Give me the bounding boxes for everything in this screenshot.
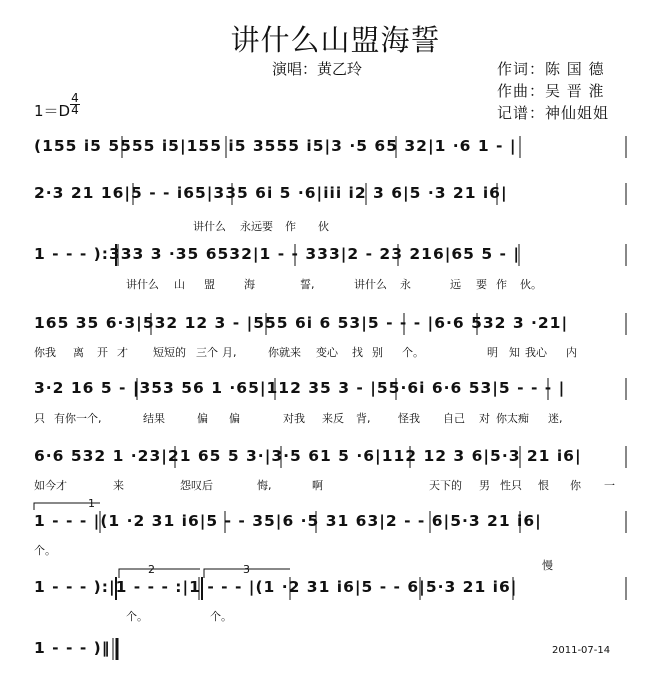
lyric: 开 — [97, 346, 108, 359]
lyric: 离 — [73, 346, 84, 359]
lyric: 才 — [117, 346, 128, 359]
notation-row-9: 1 - - - )‖ — [34, 639, 111, 657]
lyricist-credit: 作词：陈 国 德 — [497, 60, 605, 78]
lyric: 偏 — [229, 412, 240, 425]
lyric: 背, — [356, 412, 371, 425]
lyric: 明 — [487, 346, 498, 359]
composer-credit: 作曲：吴 晋 淮 — [497, 82, 605, 100]
lyric: 我心 — [525, 346, 547, 359]
lyric: 伙 — [318, 220, 329, 233]
notation-row-4: 165 35 6·3|532 12 3 - |555 6i 6 53|5 - - - |6·6 532 3 ·21| — [34, 314, 569, 332]
notation-row-6: 6·6 532 1 ·23|21 65 5 3·|3·5 61 5 ·6|112 12 3 6|5·3 21 i6| — [34, 447, 582, 465]
time-signature-top: 4 — [71, 91, 79, 105]
lyric: 结果 — [143, 412, 165, 425]
lyric: 内 — [566, 346, 577, 359]
lyric: 要 — [476, 278, 487, 291]
lyric: 怨叹后 — [180, 479, 213, 492]
key-signature: 1＝D — [34, 102, 71, 120]
lyric: 偏 — [197, 412, 208, 425]
lyric: 悔, — [257, 479, 272, 492]
lyric: 你我 — [34, 346, 56, 359]
lyric: 个。 — [402, 346, 424, 359]
lyric: 三个 — [196, 346, 218, 359]
lyric: 伙。 — [520, 278, 542, 291]
song-title: 讲什么山盟海誓 — [230, 23, 441, 57]
lyric: 作 — [496, 278, 507, 291]
lyric: 山 — [174, 278, 185, 291]
lyric: 如今才 — [34, 479, 67, 492]
lyric: 对 — [479, 412, 490, 425]
notation-row-2: 2·3 21 16|5 - - i65|335 6i 5 ·6|iii i2 3 6|5 ·3 21 i6| — [34, 184, 508, 202]
lyric: 天下的 — [429, 479, 462, 492]
lyric: 永 — [400, 278, 411, 291]
lyric: 来 — [113, 479, 124, 492]
lyric: 海 — [244, 278, 255, 291]
lyric: 你 — [570, 479, 581, 492]
lyric: 永远要 — [240, 220, 273, 233]
lyric: 男 — [479, 479, 490, 492]
transcriber-credit: 记谱：神仙姐姐 — [497, 104, 610, 122]
lyric: 只 — [34, 412, 45, 425]
transcription-date: 2011-07-14 — [552, 645, 611, 656]
lyric: 来反 — [322, 412, 344, 425]
time-signature — [70, 93, 80, 116]
notation-row-5: 3·2 16 5 - |353 56 1 ·65|112 35 3 - |55·6i 6·6 53|5 - - - | — [34, 379, 566, 397]
lyric: 个。 — [210, 610, 232, 623]
lyric: 誓, — [300, 278, 315, 291]
lyric: 迷, — [548, 412, 563, 425]
lyric: 讲什么 — [126, 278, 159, 291]
lyric: 个。 — [34, 544, 56, 557]
notation-row-1: (155 i5 5555 i5|155 i5 3555 i5|3 ·5 65 32|1 ·6 1 - | — [34, 137, 517, 155]
lyric: 讲什么 — [354, 278, 387, 291]
tempo-mark: 慢 — [542, 559, 553, 572]
volta-number: 1 — [88, 497, 95, 510]
notation-row-7: 1 - - - |(1 ·2 31 i6|5 - - 35|6 ·5 31 63|2 - - 6|5·3 21 i6| — [34, 512, 542, 530]
lyric: 一 — [604, 479, 615, 492]
lyric: 对我 — [283, 412, 305, 425]
lyric: 远 — [450, 278, 461, 291]
notation-row-3: 1 - - - ):333 3 ·35 6532|1 - - 333|2 - 23 216|65 5 - | — [34, 245, 521, 263]
volta-number: 2 — [148, 563, 155, 576]
lyric: 知 — [509, 346, 520, 359]
singer-credit: 演唱：黄乙玲 — [272, 60, 363, 78]
lyric: 讲什么 — [193, 220, 226, 233]
lyric: 短短的 — [153, 346, 186, 359]
lyric: 作 — [285, 220, 296, 233]
lyric: 恨 — [538, 479, 549, 492]
lyric: 自己 — [443, 412, 465, 425]
lyric: 啊 — [312, 479, 323, 492]
lyric: 变心 — [316, 346, 338, 359]
lyric: 个。 — [126, 610, 148, 623]
notation-row-8: 1 - - - ):|1 - - - :|1 - - - |(1 ·2 31 i6|5 - - 6|5·3 21 i6| — [34, 578, 518, 596]
lyric: 别 — [372, 346, 383, 359]
lyric: 有你一个, — [54, 412, 102, 425]
time-signature-bottom: 4 — [71, 103, 79, 117]
lyric: 你就来 — [268, 346, 301, 359]
lyric: 找 — [352, 346, 363, 359]
lyric: 性只 — [500, 479, 522, 492]
lyric: 你太痴 — [496, 412, 529, 425]
volta-number: 3 — [243, 563, 250, 576]
lyric: 盟 — [204, 278, 215, 291]
lyric: 月, — [222, 346, 237, 359]
lyric: 怪我 — [398, 412, 420, 425]
